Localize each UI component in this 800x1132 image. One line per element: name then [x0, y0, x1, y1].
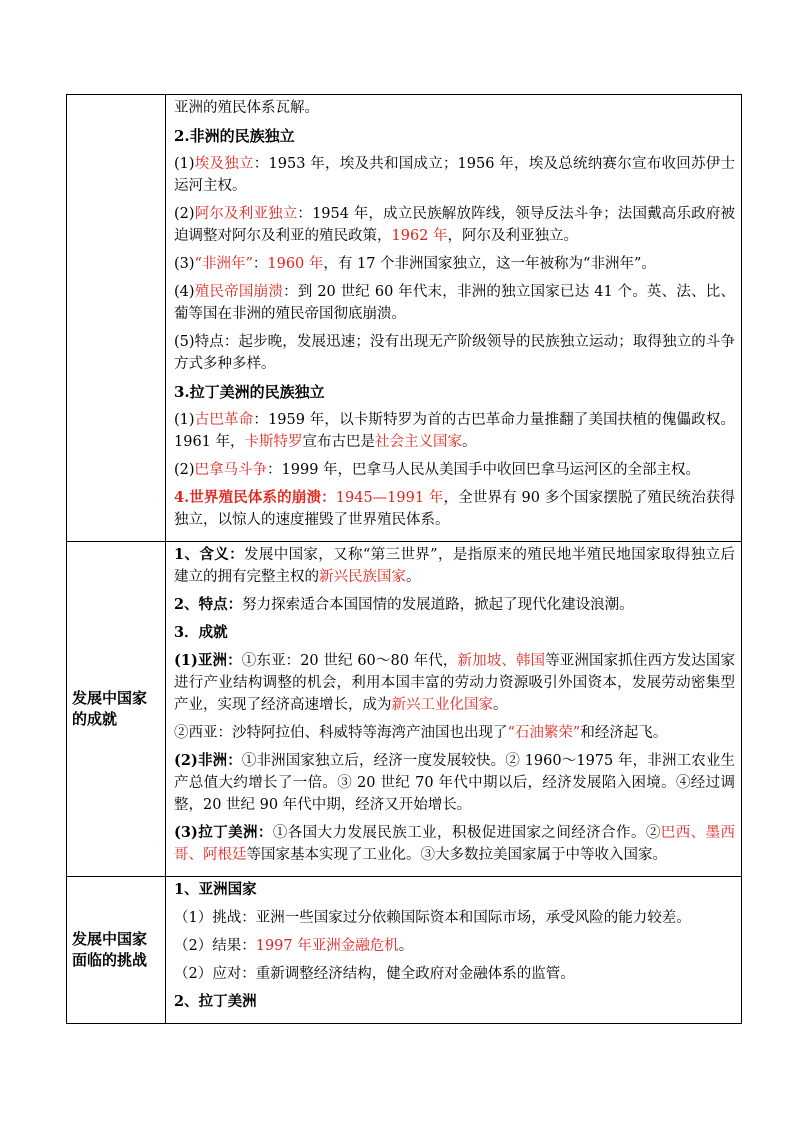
- asia-west: ②西亚：沙特阿拉伯、科威特等海湾产油国也出现了“石油繁荣”和经济起飞。: [174, 725, 668, 741]
- features: 2、特点：努力探索适合本国国情的发展道路，掀起了现代化建设浪潮。: [174, 596, 634, 613]
- notes-table: [66, 94, 742, 1024]
- asia-response: （2）应对：重新调整经济结构，健全政府对金融体系的监管。: [174, 966, 575, 982]
- heading-achievements: 3．成就: [174, 624, 228, 641]
- achievements-cell: [166, 542, 742, 877]
- table-row: [67, 542, 742, 877]
- table-row: [67, 877, 742, 1024]
- colonial-system-collapse: 4.世界殖民体系的崩溃：1945—1991 年，全世界有 90 多个国家摆脱了殖民统治获得独立，以惊人的速度摧毁了世界殖民体系。: [174, 489, 735, 528]
- asia-colonial-collapse: 亚洲的殖民体系瓦解。: [174, 100, 319, 116]
- asia-result: （2）结果：1997 年亚洲金融危机。: [174, 938, 414, 954]
- row-label-challenges: 发展中国家面临的挑战: [67, 877, 166, 1024]
- challenges-cell: [166, 877, 742, 1024]
- africa-item-empire-collapse: (4)殖民帝国崩溃：到 20 世纪 60 年代末，非洲的独立国家已达 41 个。英、法、比、葡等国在非洲的殖民帝国彻底崩溃。: [174, 284, 736, 322]
- table-row: [67, 95, 742, 542]
- heading-asia-countries: 1、亚洲国家: [174, 881, 257, 898]
- heading-latin-independence: 3.拉丁美洲的民族独立: [174, 383, 325, 401]
- africa-achievements: (2)非洲：①非洲国家独立后，经济一度发展较快。② 1960～1975 年，非洲工农业生产总值大约增长了一倍。③ 20 世纪 70 年代中期以后，经济发展陷入困境。④经过调整，20 世纪 90 年代中期，经济又开始增长。: [174, 752, 735, 813]
- africa-item-egypt: (1)埃及独立：1953 年，埃及共和国成立；1956 年，埃及总统纳赛尔宣布收回苏伊士运河主权。: [174, 156, 735, 194]
- asia-east: (1)亚洲：①东亚：20 世纪 60～80 年代，新加坡、韩国等亚洲国家抓住西方发达国家进行产业结构调整的机会，利用本国丰富的劳动力资源吸引外国资本，发展劳动密集型产业，实现了经济高速增长，成为新兴工业化国家。: [174, 652, 736, 713]
- latin-achievements: (3)拉丁美洲：①各国大力发展民族工业，积极促进国家之间经济合作。②巴西、墨西哥、阿根廷等国家基本实现了工业化。③大多数拉美国家属于中等收入国家。: [174, 824, 735, 863]
- row-label-achievements: 发展中国家的成就: [67, 542, 166, 877]
- latin-item-cuba: (1)古巴革命：1959 年，以卡斯特罗为首的古巴革命力量推翻了美国扶植的傀儡政权。1961 年，卡斯特罗宣布古巴是社会主义国家。: [174, 412, 736, 450]
- asia-challenge: （1）挑战：亚洲一些国家过分依赖国际资本和国际市场，承受风险的能力较差。: [174, 910, 691, 926]
- decolonization-cell: [166, 95, 742, 542]
- definition: 1、含义：发展中国家，又称“第三世界”，是指原来的殖民地半殖民地国家取得独立后建立的拥有完整主权的新兴民族国家。: [174, 546, 736, 585]
- heading-africa-independence: 2.非洲的民族独立: [174, 127, 295, 145]
- latin-item-panama: (2)巴拿马斗争：1999 年，巴拿马人民从美国手中收回巴拿马运河区的全部主权。: [174, 462, 701, 478]
- africa-item-africa-year: (3)“非洲年”：1960 年，有 17 个非洲国家独立，这一年被称为“非洲年”。: [174, 256, 656, 272]
- africa-item-features: (5)特点：起步晚，发展迅速；没有出现无产阶级领导的民族独立运动；取得独立的斗争方式多种多样。: [174, 334, 735, 372]
- row-label-empty: [67, 95, 166, 542]
- heading-latin-america: 2、拉丁美洲: [174, 993, 257, 1010]
- africa-item-algeria: (2)阿尔及利亚独立：1954 年，成立民族解放阵线，领导反法斗争；法国戴高乐政府被迫调整对阿尔及利亚的殖民政策，1962 年，阿尔及利亚独立。: [174, 206, 735, 244]
